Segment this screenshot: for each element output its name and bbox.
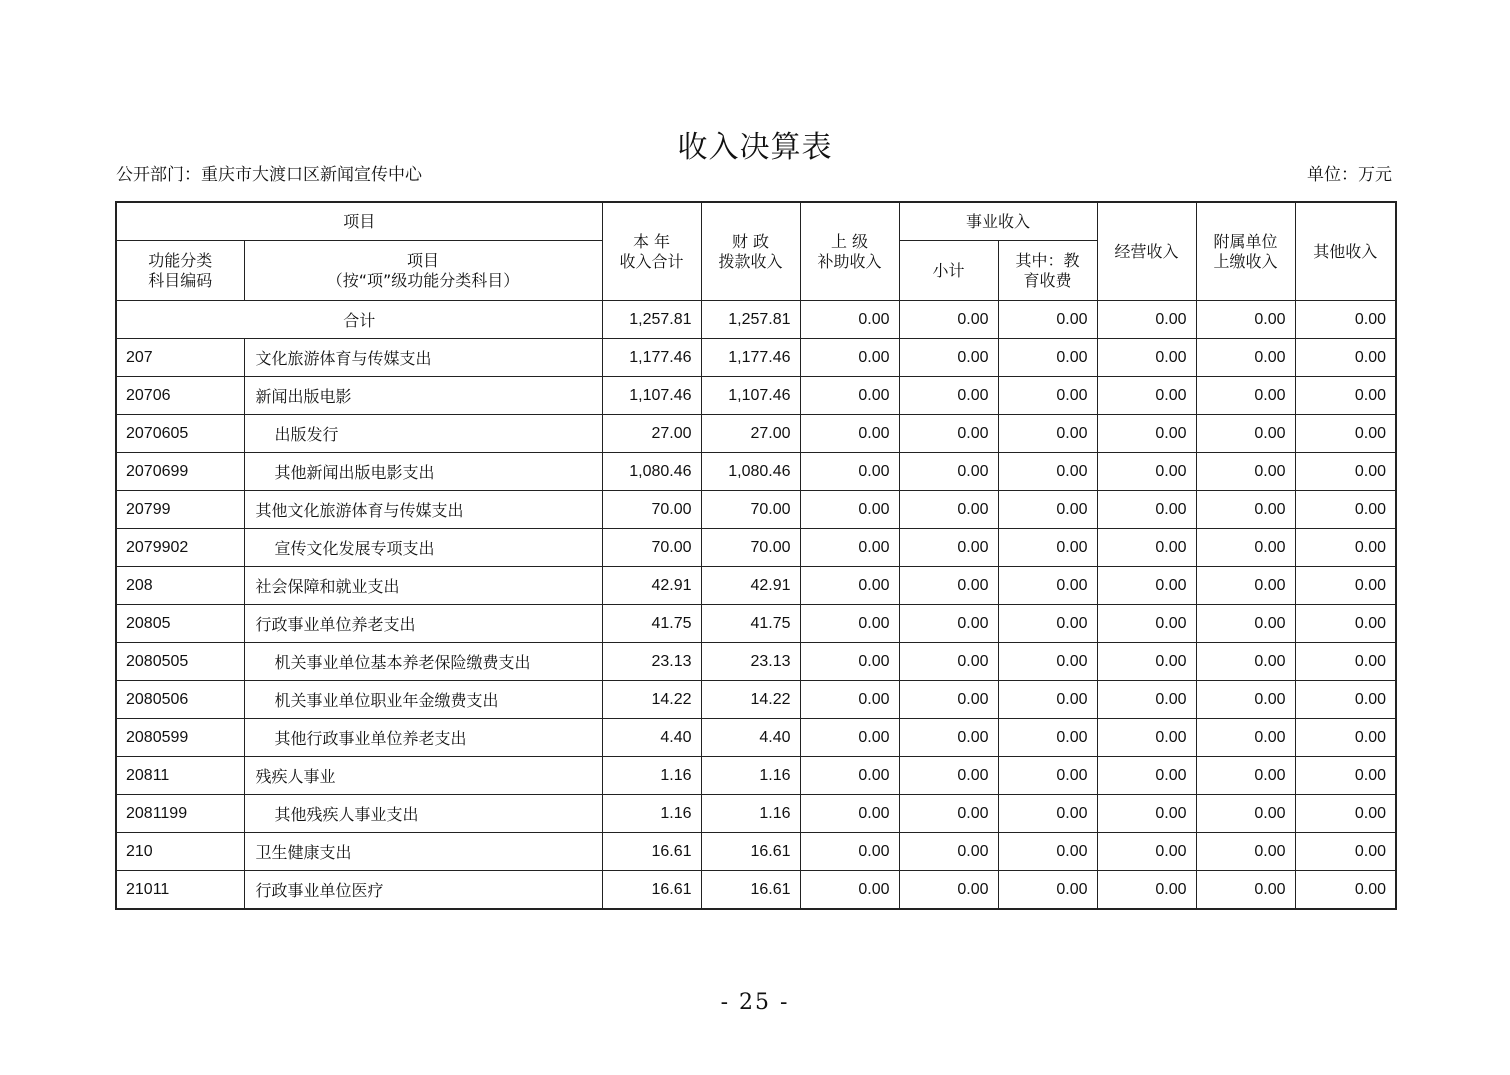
row-value: 0.00 <box>1295 681 1396 719</box>
table-row <box>116 377 1396 415</box>
row-value: 0.00 <box>1295 719 1396 757</box>
table-row <box>116 453 1396 491</box>
row-value: 0.00 <box>998 377 1097 415</box>
row-value: 0.00 <box>800 491 899 529</box>
table-row <box>116 567 1396 605</box>
row-name: 行政事业单位医疗 <box>244 871 602 910</box>
row-value: 0.00 <box>1295 339 1396 377</box>
header-code: 功能分类 科目编码 <box>116 241 244 301</box>
row-value: 16.61 <box>602 833 701 871</box>
row-value: 14.22 <box>701 681 800 719</box>
row-value: 0.00 <box>1295 757 1396 795</box>
row-value: 23.13 <box>602 643 701 681</box>
row-name: 机关事业单位基本养老保险缴费支出 <box>244 643 602 681</box>
table-row <box>116 833 1396 871</box>
row-value: 1,107.46 <box>701 377 800 415</box>
row-value: 0.00 <box>1196 795 1295 833</box>
table-row <box>116 643 1396 681</box>
row-value: 0.00 <box>899 871 998 910</box>
total-label: 合计 <box>116 301 602 339</box>
row-value: 0.00 <box>1097 757 1196 795</box>
row-value: 0.00 <box>1097 491 1196 529</box>
row-value: 0.00 <box>800 453 899 491</box>
row-value: 4.40 <box>602 719 701 757</box>
row-value: 0.00 <box>998 339 1097 377</box>
row-value: 0.00 <box>998 795 1097 833</box>
row-value: 0.00 <box>800 757 899 795</box>
row-code: 207 <box>116 339 244 377</box>
row-name: 其他行政事业单位养老支出 <box>244 719 602 757</box>
row-value: 0.00 <box>1295 491 1396 529</box>
row-value: 0.00 <box>1196 377 1295 415</box>
row-value: 27.00 <box>701 415 800 453</box>
row-value: 16.61 <box>701 833 800 871</box>
row-value: 0.00 <box>998 605 1097 643</box>
row-value: 0.00 <box>998 453 1097 491</box>
row-value: 1,080.46 <box>701 453 800 491</box>
row-value: 16.61 <box>701 871 800 910</box>
row-value: 0.00 <box>1196 757 1295 795</box>
header-superior: 上 级 补助收入 <box>800 202 899 301</box>
row-value: 0.00 <box>1196 529 1295 567</box>
row-value: 1,080.46 <box>602 453 701 491</box>
row-value: 1.16 <box>701 795 800 833</box>
row-value: 0.00 <box>1196 453 1295 491</box>
row-value: 0.00 <box>1295 453 1396 491</box>
row-value: 0.00 <box>1097 415 1196 453</box>
unit-label: 单位：万元 <box>1307 165 1392 185</box>
row-value: 0.00 <box>800 339 899 377</box>
row-value: 0.00 <box>1097 339 1196 377</box>
total-row <box>116 301 1396 339</box>
income-table <box>115 201 1397 910</box>
row-value: 0.00 <box>800 567 899 605</box>
row-value: 23.13 <box>701 643 800 681</box>
header-operating: 经营收入 <box>1097 202 1196 301</box>
row-value: 0.00 <box>998 719 1097 757</box>
row-value: 0.00 <box>1295 833 1396 871</box>
row-value: 0.00 <box>899 567 998 605</box>
department-label: 公开部门：重庆市大渡口区新闻宣传中心 <box>116 165 422 185</box>
row-value: 0.00 <box>998 491 1097 529</box>
row-code: 20811 <box>116 757 244 795</box>
row-code: 20706 <box>116 377 244 415</box>
row-value: 0.00 <box>998 567 1097 605</box>
header-total: 本 年 收入合计 <box>602 202 701 301</box>
total-cell: 1,257.81 <box>602 301 701 339</box>
row-value: 14.22 <box>602 681 701 719</box>
row-value: 0.00 <box>1196 605 1295 643</box>
table-row <box>116 795 1396 833</box>
table-row <box>116 605 1396 643</box>
row-value: 1.16 <box>701 757 800 795</box>
row-value: 0.00 <box>1097 567 1196 605</box>
row-value: 0.00 <box>998 871 1097 910</box>
row-value: 0.00 <box>899 719 998 757</box>
row-value: 0.00 <box>1196 567 1295 605</box>
row-value: 0.00 <box>1295 795 1396 833</box>
row-value: 0.00 <box>1097 719 1196 757</box>
header-subtotal: 小计 <box>899 241 998 301</box>
header-fiscal: 财 政 拨款收入 <box>701 202 800 301</box>
header-business: 事业收入 <box>899 202 1097 241</box>
row-code: 210 <box>116 833 244 871</box>
row-value: 0.00 <box>1097 833 1196 871</box>
row-name: 残疾人事业 <box>244 757 602 795</box>
row-code: 2080506 <box>116 681 244 719</box>
row-value: 0.00 <box>899 757 998 795</box>
row-value: 0.00 <box>800 795 899 833</box>
row-name: 卫生健康支出 <box>244 833 602 871</box>
row-value: 41.75 <box>701 605 800 643</box>
row-value: 0.00 <box>1295 567 1396 605</box>
row-value: 0.00 <box>899 643 998 681</box>
row-value: 0.00 <box>1196 681 1295 719</box>
total-cell: 0.00 <box>800 301 899 339</box>
row-value: 0.00 <box>1196 491 1295 529</box>
row-name: 机关事业单位职业年金缴费支出 <box>244 681 602 719</box>
table-row <box>116 871 1396 910</box>
row-value: 0.00 <box>899 415 998 453</box>
row-value: 70.00 <box>701 529 800 567</box>
row-value: 0.00 <box>899 453 998 491</box>
row-name: 其他文化旅游体育与传媒支出 <box>244 491 602 529</box>
row-value: 0.00 <box>998 643 1097 681</box>
row-name: 出版发行 <box>244 415 602 453</box>
table-row <box>116 491 1396 529</box>
row-value: 16.61 <box>602 871 701 910</box>
row-value: 1,177.46 <box>602 339 701 377</box>
row-value: 0.00 <box>899 833 998 871</box>
row-value: 0.00 <box>998 833 1097 871</box>
row-value: 0.00 <box>1097 377 1196 415</box>
row-value: 0.00 <box>1097 453 1196 491</box>
row-value: 0.00 <box>1295 377 1396 415</box>
row-code: 2070699 <box>116 453 244 491</box>
row-value: 0.00 <box>899 491 998 529</box>
total-cell: 0.00 <box>998 301 1097 339</box>
total-cell: 0.00 <box>899 301 998 339</box>
row-value: 0.00 <box>1097 605 1196 643</box>
row-value: 0.00 <box>1097 643 1196 681</box>
row-code: 2079902 <box>116 529 244 567</box>
row-code: 2070605 <box>116 415 244 453</box>
table-row <box>116 339 1396 377</box>
row-code: 2081199 <box>116 795 244 833</box>
row-value: 0.00 <box>1097 529 1196 567</box>
row-value: 0.00 <box>1097 795 1196 833</box>
row-value: 0.00 <box>899 339 998 377</box>
row-value: 0.00 <box>800 529 899 567</box>
row-value: 4.40 <box>701 719 800 757</box>
header-project: 项目 <box>116 202 602 241</box>
row-name: 宣传文化发展专项支出 <box>244 529 602 567</box>
row-value: 0.00 <box>800 605 899 643</box>
row-value: 0.00 <box>800 415 899 453</box>
row-value: 0.00 <box>1196 871 1295 910</box>
table-row <box>116 415 1396 453</box>
row-value: 41.75 <box>602 605 701 643</box>
table-row <box>116 681 1396 719</box>
row-value: 0.00 <box>998 757 1097 795</box>
row-value: 0.00 <box>1196 415 1295 453</box>
total-cell: 0.00 <box>1295 301 1396 339</box>
row-value: 42.91 <box>701 567 800 605</box>
row-value: 0.00 <box>998 415 1097 453</box>
row-value: 0.00 <box>899 605 998 643</box>
row-value: 0.00 <box>1097 871 1196 910</box>
row-name: 新闻出版电影 <box>244 377 602 415</box>
row-code: 2080599 <box>116 719 244 757</box>
row-value: 0.00 <box>800 377 899 415</box>
table-row <box>116 719 1396 757</box>
row-value: 0.00 <box>899 377 998 415</box>
row-value: 0.00 <box>800 871 899 910</box>
row-value: 0.00 <box>899 529 998 567</box>
page-number: - 25 - <box>720 990 790 1015</box>
row-value: 0.00 <box>800 833 899 871</box>
row-code: 208 <box>116 567 244 605</box>
row-value: 27.00 <box>602 415 701 453</box>
row-value: 0.00 <box>1196 719 1295 757</box>
header-other: 其他收入 <box>1295 202 1396 301</box>
total-cell: 0.00 <box>1097 301 1196 339</box>
row-value: 0.00 <box>800 719 899 757</box>
row-value: 70.00 <box>602 491 701 529</box>
row-value: 0.00 <box>1295 605 1396 643</box>
row-value: 0.00 <box>800 681 899 719</box>
total-cell: 1,257.81 <box>701 301 800 339</box>
total-cell: 0.00 <box>1196 301 1295 339</box>
row-value: 0.00 <box>1295 415 1396 453</box>
row-value: 70.00 <box>602 529 701 567</box>
header-edu: 其中：教 育收费 <box>998 241 1097 301</box>
row-code: 2080505 <box>116 643 244 681</box>
row-code: 20799 <box>116 491 244 529</box>
row-value: 0.00 <box>998 529 1097 567</box>
row-value: 0.00 <box>899 681 998 719</box>
row-name: 其他残疾人事业支出 <box>244 795 602 833</box>
row-name: 文化旅游体育与传媒支出 <box>244 339 602 377</box>
row-value: 0.00 <box>899 795 998 833</box>
row-value: 1,177.46 <box>701 339 800 377</box>
row-value: 0.00 <box>1196 833 1295 871</box>
row-name: 行政事业单位养老支出 <box>244 605 602 643</box>
header-item: 项目 （按“项”级功能分类科目） <box>244 241 602 301</box>
row-value: 1.16 <box>602 795 701 833</box>
row-name: 社会保障和就业支出 <box>244 567 602 605</box>
row-value: 0.00 <box>1295 643 1396 681</box>
row-value: 0.00 <box>1295 871 1396 910</box>
row-code: 21011 <box>116 871 244 910</box>
row-value: 1,107.46 <box>602 377 701 415</box>
row-value: 0.00 <box>1196 643 1295 681</box>
row-value: 1.16 <box>602 757 701 795</box>
row-value: 42.91 <box>602 567 701 605</box>
table-row <box>116 757 1396 795</box>
row-value: 0.00 <box>1196 339 1295 377</box>
row-value: 0.00 <box>998 681 1097 719</box>
row-value: 0.00 <box>1295 529 1396 567</box>
table-row <box>116 529 1396 567</box>
header-affiliated: 附属单位 上缴收入 <box>1196 202 1295 301</box>
row-name: 其他新闻出版电影支出 <box>244 453 602 491</box>
row-value: 0.00 <box>1097 681 1196 719</box>
row-value: 0.00 <box>800 643 899 681</box>
row-value: 70.00 <box>701 491 800 529</box>
page-title: 收入决算表 <box>677 130 833 165</box>
row-code: 20805 <box>116 605 244 643</box>
